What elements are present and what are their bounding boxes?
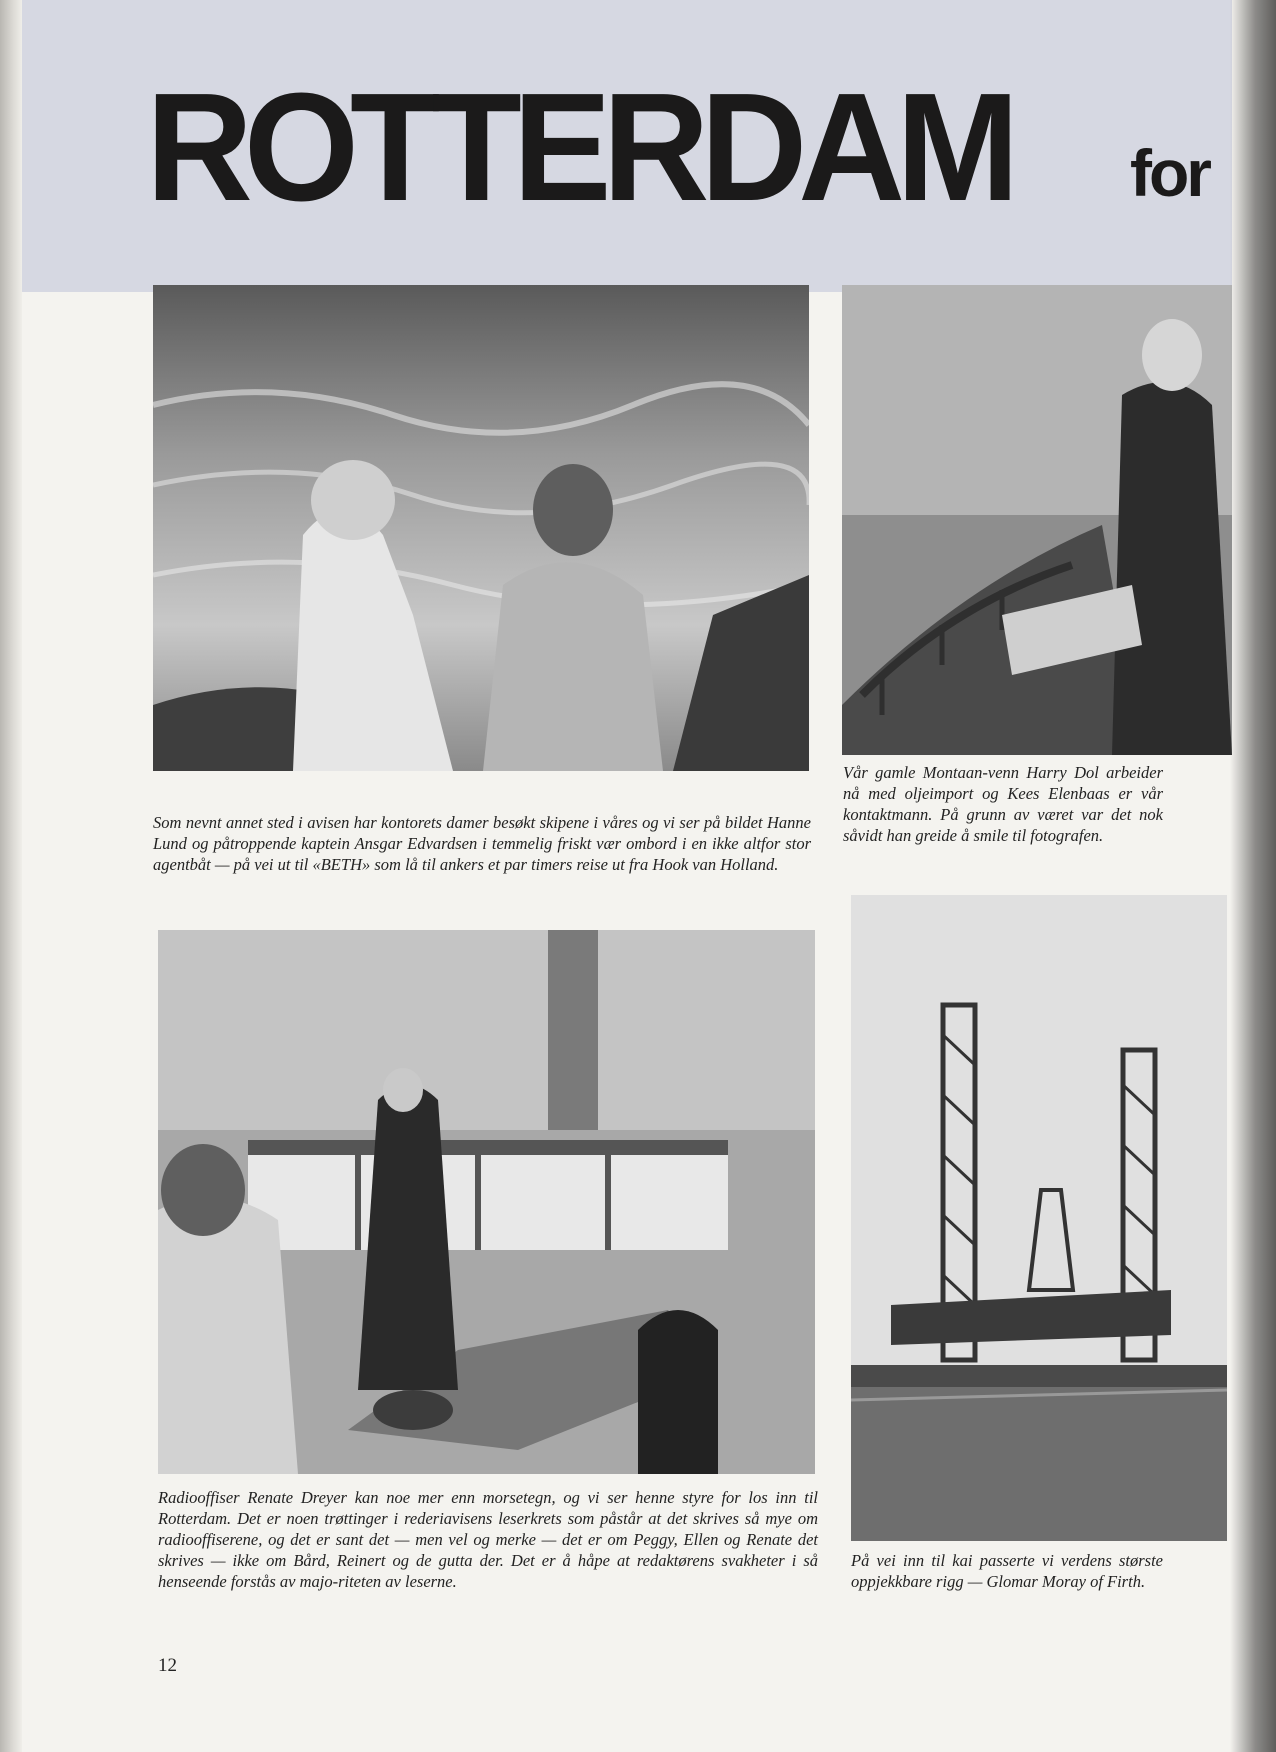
- photo-man-at-ship-railing: [842, 285, 1232, 755]
- page-edge-right: [1230, 0, 1276, 1752]
- page-title: ROTTERDAM: [146, 61, 1011, 234]
- photo-boat-deck-sea: [153, 285, 809, 771]
- photo-ship-bridge-interior: [158, 930, 815, 1474]
- page-number: 12: [158, 1655, 177, 1676]
- photo-oil-rig-in-harbour: [851, 895, 1227, 1541]
- caption-rig: På vei inn til kai passerte vi verdens største oppjekkbare rigg — Glomar Moray of Firth.: [851, 1551, 1163, 1591]
- caption-bridge: Radiooffiser Renate Dreyer kan noe mer enn morsetegn, og vi ser henne styre for los inn til Rotterdam. Det er noen trøttinger i rederiavisens leserkrets som påstår at det skrives så mye om radiooffiserene, og det er sant det — men vel og merke — det er om Peggy, Ellen og Renate det skrives — ikke om Bård, Reinert og de gutta der. Det er å håpe at redaktørens svakheter i så henseende forstås av majo-riteten av leserne.: [158, 1488, 818, 1591]
- page-title-continued: for: [1130, 136, 1209, 210]
- page-edge-left: [0, 0, 22, 1752]
- caption-boat-deck: Som nevnt annet sted i avisen har kontorets damer besøkt skipene i våres og vi ser på bildet Hanne Lund og påtroppende kaptein Ansgar Edvardsen i temmelig friskt vær ombord i en ikke altfor stor agentbåt — på vei ut til «BETH» som lå til ankers et par timers reise ut fra Hook van Holland.: [153, 813, 811, 874]
- caption-railing: Vår gamle Montaan-venn Harry Dol arbeider nå med oljeimport og Kees Elenbaas er vår kontaktmann. På grunn av været var det nok såvidt han greide å smile til fotografen.: [843, 763, 1163, 845]
